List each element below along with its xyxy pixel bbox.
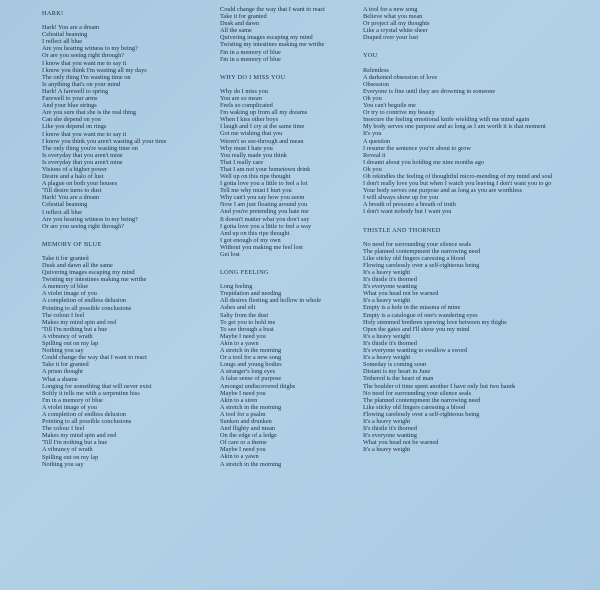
- lyric-line: It's a heavy weight: [363, 354, 411, 362]
- lyric-line: Why do I miss you: [220, 87, 268, 95]
- lyric-line: The planned contempment the narrowing need: [363, 247, 481, 255]
- lyric-line: A breath of pressure a breath of truth: [363, 201, 456, 209]
- lyric-line: Are you sure that she is the real thing: [42, 109, 137, 117]
- stanza-gap: [363, 41, 593, 48]
- stanza-gap: [42, 230, 212, 237]
- lyric-line: It's a heavy weight: [363, 297, 411, 305]
- stanza-gap: [220, 63, 360, 70]
- lyric-line: And your blue strings: [42, 102, 97, 110]
- lyric-line: Believe what you mean: [363, 13, 423, 21]
- lyrics-column-right: [363, 6, 593, 453]
- lyric-line: A prism thought: [42, 368, 83, 376]
- lyric-line: I know you think I'm wasting all my days: [42, 66, 147, 74]
- lyric-line: Nothing you say: [42, 460, 84, 468]
- lyric-line: A stretch in the morning: [220, 403, 282, 411]
- lyric-line: Longs and young bodies: [220, 361, 282, 369]
- lyric-line: Relentless: [363, 66, 389, 74]
- lyric-line: I know you think you aren't wasting all your time: [42, 137, 167, 145]
- lyrics-column-left: [42, 6, 212, 468]
- lyric-line: Like sticky old fingers caressing a blood: [363, 254, 466, 262]
- lyric-line: It doesn't matter what you don't say: [220, 215, 310, 223]
- lyric-line: That I really care: [220, 158, 264, 166]
- lyric-line: Distant is my heart in June: [363, 368, 431, 376]
- stanza-gap: [363, 60, 593, 67]
- song-title: THISTLE AND THORNED: [363, 226, 441, 234]
- lyric-line: A completion of endless delusion: [42, 297, 126, 305]
- lyric-line: It's thistle it's thorned: [363, 425, 417, 433]
- lyric-line: A stretch in the morning: [220, 460, 282, 468]
- lyric-line: I gotta love you a little to feel a lot: [220, 180, 308, 188]
- lyric-line: The only thing I'm wasting time on: [42, 73, 131, 81]
- lyric-line: Celestial beaming: [42, 201, 88, 209]
- lyric-line: Weren't so see-through and mean: [220, 137, 304, 145]
- lyric-line: Are you hearing witness to my being?: [42, 45, 138, 53]
- lyric-line: I'm in a memory of blue: [220, 48, 281, 56]
- lyric-line: A stranger's long eyes: [220, 368, 276, 376]
- lyric-line: I laugh and I cry at the same time: [220, 123, 305, 131]
- lyric-line: All desires fleeting and hollow in whole: [220, 297, 322, 305]
- lyric-line: Quivering images escaping my mind: [42, 269, 135, 277]
- lyric-line: Oh you: [363, 94, 382, 102]
- lyric-line: A tool for a psalm: [220, 410, 266, 418]
- lyric-line: To get you to hold me: [220, 318, 276, 326]
- lyric-line: Amongst undiscovered thighs: [220, 382, 296, 390]
- lyric-line: Tell me why must I hurt you: [220, 187, 292, 195]
- lyric-line: Open the gates and I'll show you my mind: [363, 325, 470, 333]
- lyric-line: What you head not be warned: [363, 439, 439, 447]
- lyric-line: And flighty and mean: [220, 425, 276, 433]
- lyric-line: It's a heavy weight: [363, 417, 411, 425]
- lyric-line: Makes my mind spin and reel: [42, 432, 117, 440]
- lyric-line: Of care or a theme: [220, 439, 267, 447]
- stanza-gap: [220, 276, 360, 283]
- lyric-line: Like a crystal white sheer: [363, 27, 428, 35]
- lyric-line: Could change the way that I want to react: [42, 354, 147, 362]
- lyric-line: You can't beguile me: [363, 102, 416, 110]
- lyric-line: I dreamt about you holding me nine months ago: [363, 158, 485, 166]
- lyric-line: I'm in a memory of blue: [42, 396, 103, 404]
- lyric-line: I know that you want me to say it: [42, 59, 127, 67]
- lyric-line: Makes my mind spin and reel: [42, 318, 117, 326]
- lyric-line: Celestial beaming: [42, 31, 88, 39]
- lyric-line: Are you hearing witness to my being?: [42, 215, 138, 223]
- lyrics-column-middle: [220, 6, 360, 468]
- lyric-line: Or a tool for a new song: [220, 354, 282, 362]
- lyric-line: Twisting my intestines making me writhe: [220, 41, 325, 49]
- lyric-line: I don't really love you but when I watch you leaving I don't want you to go: [363, 180, 552, 188]
- lyric-line: Farewell to your arms: [42, 95, 98, 103]
- lyric-line: 'Till I'm nothing but a hue: [42, 325, 108, 333]
- lyric-line: Or project all my thoughts: [363, 20, 430, 28]
- lyric-line: Akin to a yawn: [220, 453, 259, 461]
- lyric-line: Hark! A farewell to spring: [42, 87, 109, 95]
- lyric-line: It's you: [363, 130, 382, 138]
- lyric-line: Dusk and dawn: [220, 20, 260, 28]
- lyric-line: A vibrancy of wrath: [42, 332, 93, 340]
- stanza-gap: [363, 234, 593, 241]
- lyric-line: Like sticky old fingers caressing a blood: [363, 403, 466, 411]
- lyric-line: Can she depend on you: [42, 116, 101, 124]
- lyric-line: It's everyone wanting: [363, 432, 417, 440]
- lyric-line: I reflect all blue: [42, 38, 83, 46]
- lyric-line: The planned contempment the narrowing need: [363, 396, 481, 404]
- lyric-line: Now I am just floating around you: [220, 201, 308, 209]
- lyric-line: I got enough of my own: [220, 236, 281, 244]
- lyric-line: Obsession: [363, 80, 389, 88]
- lyric-line: Softly it tells me with a serpentine hiss: [42, 389, 140, 397]
- lyric-line: Or are you seeing right through?: [42, 222, 125, 230]
- lyric-line: Draped over your lust: [363, 34, 419, 42]
- lyric-line: Feels so complicated: [220, 102, 273, 110]
- lyric-line: Is everyday that you aren't mine: [42, 158, 123, 166]
- lyric-line: A tool for a new song: [363, 6, 418, 13]
- lyric-line: I'm waking up from all my dreams: [220, 109, 308, 117]
- lyric-line: Akin to a yawn: [220, 339, 259, 347]
- lyric-line: That I am not your hometown drink: [220, 165, 311, 173]
- lyric-line: Reveal it: [363, 151, 386, 159]
- lyric-line: No need for surrounding your silence seals: [363, 389, 472, 397]
- lyric-line: Hark! You are a dream: [42, 24, 100, 32]
- lyric-line: Longing for something that will never exist: [42, 382, 152, 390]
- lyric-line: I will always show up for you: [363, 194, 439, 202]
- lyric-line: I don't want nobody but I want you: [363, 208, 452, 216]
- lyric-line: It's a heavy weight: [363, 446, 411, 454]
- song-title: HARK!: [42, 10, 64, 17]
- lyric-line: Take it for granted: [42, 361, 89, 369]
- lyric-line: And you're pretending you hate me: [220, 208, 309, 216]
- lyric-line: Why can't you say how you seem: [220, 194, 305, 202]
- lyric-line: A plague on both your houses: [42, 180, 118, 188]
- lyric-line: Ashes and silt: [220, 304, 256, 312]
- lyric-line: You really made you think: [220, 151, 287, 159]
- lyric-line: I know that you want me to say it: [42, 130, 127, 138]
- lyric-line: 'Till I'm nothing but a hue: [42, 439, 108, 447]
- lyric-line: A violet image of you: [42, 290, 97, 298]
- lyric-line: It's thistle it's thorned: [363, 339, 417, 347]
- stanza-gap: [42, 248, 212, 255]
- lyric-line: It's everyone wanting to swallow a sword: [363, 347, 468, 355]
- lyric-line: Someday is coming soon: [363, 361, 427, 369]
- lyric-line: Maybe I need you: [220, 446, 266, 454]
- lyric-line: Pointing to all possible conclusions: [42, 418, 132, 426]
- lyric-line: It's a heavy weight: [363, 269, 411, 276]
- lyric-line: Dusk and dawn all the same: [42, 262, 113, 269]
- lyric-line: The colour I feel: [42, 311, 85, 319]
- lyric-line: Or are you seeing right through?: [42, 52, 125, 60]
- lyric-line: A memory of blue: [42, 283, 88, 291]
- song-title: MEMORY OF BLUE: [42, 240, 102, 248]
- stanza-gap: [42, 17, 212, 24]
- lyric-line: Why must I hate you: [220, 144, 273, 152]
- lyric-line: Take it for granted: [220, 13, 267, 21]
- lyric-line: Tethered is the heart of man: [363, 375, 434, 383]
- lyric-line: My body serves one purpose and as long as I am worth it is that moment: [363, 123, 546, 131]
- lyric-line: Oh you: [363, 165, 382, 173]
- lyric-line: Maybe I need you: [220, 332, 266, 340]
- lyric-line: I resume the sentence you're about to grow: [363, 144, 471, 152]
- lyric-line: Visions of a higher power: [42, 165, 108, 173]
- lyric-line: Spilling out on my lap: [42, 453, 99, 461]
- lyric-line: And up on this ripe thought: [220, 229, 290, 237]
- lyric-line: Twisting my intestines making me writhe: [42, 276, 147, 284]
- lyric-line: Like you depend on rings: [42, 123, 107, 131]
- lyric-line: It's everyone wanting: [363, 283, 417, 291]
- lyric-line: Without you making me feel lost: [220, 243, 303, 251]
- lyric-line: Desire and a halo of lust: [42, 173, 104, 181]
- lyric-line: Is everyday that you aren't mine: [42, 151, 123, 159]
- lyric-line: No need for surrounding your silence seals: [363, 240, 472, 248]
- lyric-line: Get lost: [220, 251, 240, 258]
- lyric-line: Holy stemmed brethren spewing love between my thighs: [363, 318, 507, 326]
- lyric-line: Take it for granted: [42, 254, 89, 262]
- lyric-line: I gotta love you a little to feel a way: [220, 222, 312, 230]
- lyric-line: Nothing you say: [42, 347, 84, 355]
- lyric-line: Akin to a siren: [220, 396, 258, 404]
- lyric-line: Sunken and drunken: [220, 417, 272, 425]
- lyric-line: Long feeling: [220, 283, 253, 291]
- lyric-line: A violet image of you: [42, 403, 97, 411]
- lyric-line: A question: [363, 137, 391, 145]
- lyric-line: The boulder of time spent another I have only but two hands: [363, 382, 516, 390]
- lyric-line: What a shame: [42, 375, 78, 383]
- lyric-line: On the edge of a ledge: [220, 432, 277, 440]
- lyric-line: Or try to contrive my beauty: [363, 109, 435, 117]
- lyric-line: A false sense of purpose: [220, 375, 282, 383]
- lyric-line: Pointing to all possible conclusions: [42, 304, 132, 312]
- lyric-line: The only thing you're wasting time on: [42, 144, 138, 152]
- lyric-line: A stretch in the morning: [220, 347, 282, 355]
- lyric-line: To see through a bust: [220, 325, 274, 333]
- lyric-line: I'm in a memory of blue: [220, 55, 281, 63]
- lyric-line: Oh rekindles the feeling of thoughtful micro-mending of my mind and soul: [363, 172, 553, 180]
- lyric-line: Flowing carelessly over a self-righteous being: [363, 261, 480, 269]
- song-title: LONG FEELING: [220, 269, 269, 277]
- stanza-gap: [363, 216, 593, 223]
- lyric-line: Your body serves one purpose and as long as you are worthless: [363, 187, 523, 195]
- lyric-line: Flowing carelessly over a self-righteous being: [363, 410, 480, 418]
- lyric-line: I reflect all blue: [42, 208, 83, 216]
- lyric-line: The colour I feel: [42, 425, 85, 433]
- lyric-line: 'Till desire turns to dust: [42, 187, 102, 195]
- lyric-line: Insecure the feeling emotional knife wielding with me mind again: [363, 116, 530, 124]
- lyric-line: It's a heavy weight: [363, 332, 411, 340]
- lyric-line: A completion of endless delusion: [42, 410, 126, 418]
- lyric-line: What you head not be warned: [363, 290, 439, 298]
- lyric-line: Hark! You are a dream: [42, 194, 100, 202]
- lyric-line: It's thistle it's thorned: [363, 276, 417, 284]
- lyric-line: All the same: [220, 27, 252, 35]
- lyric-line: A vibrancy of wrath: [42, 446, 93, 454]
- lyric-line: Could change the way that I want to react: [220, 6, 325, 13]
- lyric-line: Got me wishing that you: [220, 130, 283, 138]
- lyric-line: Well up on this ripe thought: [220, 172, 291, 180]
- lyric-line: Empty is a catalogue of one's wandering eyes: [363, 311, 478, 319]
- lyric-line: Everyone is fine until they are drowning in someone: [363, 87, 496, 95]
- song-title: WHY DO I MISS YOU: [220, 73, 286, 81]
- lyric-line: You are so mean: [220, 94, 262, 102]
- lyric-line: Quivering images escaping my mind: [220, 34, 313, 42]
- song-title: YOU: [363, 52, 378, 60]
- lyric-line: Spilling out on my lap: [42, 340, 99, 348]
- stanza-gap: [220, 258, 360, 265]
- lyric-line: When I kiss other boys: [220, 116, 279, 124]
- lyric-line: Salty from the dust: [220, 311, 269, 319]
- stanza-gap: [220, 81, 360, 88]
- lyric-line: Maybe I need you: [220, 389, 266, 397]
- lyric-line: Empty is a hole in the miasma of mine: [363, 304, 461, 312]
- lyric-line: Is anything that's on your mind: [42, 80, 121, 88]
- lyric-line: Trepidation and needing: [220, 290, 282, 298]
- lyric-line: A darkened obsession of love: [363, 73, 438, 81]
